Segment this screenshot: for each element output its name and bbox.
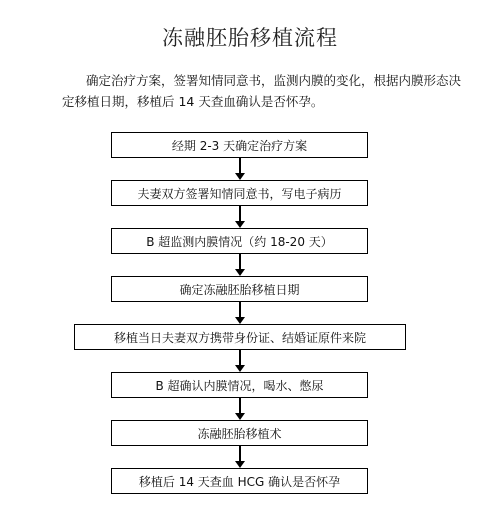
arrow-3-icon <box>239 254 241 270</box>
step-3-box: B 超监测内膜情况（约 18-20 天） <box>111 228 368 254</box>
step-1-box: 经期 2-3 天确定治疗方案 <box>111 132 368 158</box>
step-6-box: B 超确认内膜情况，喝水、憋尿 <box>111 372 368 398</box>
arrow-7-icon <box>239 446 241 462</box>
step-7-box: 冻融胚胎移植术 <box>111 420 368 446</box>
step-8-box: 移植后 14 天查血 HCG 确认是否怀孕 <box>111 468 368 494</box>
arrow-5-icon <box>239 350 241 366</box>
intro-paragraph: 确定治疗方案，签署知情同意书，监测内膜的变化，根据内膜形态决定移植日期，移植后 14 天查血确认是否怀孕。 <box>62 73 462 109</box>
step-2-box: 夫妻双方签署知情同意书，写电子病历 <box>111 180 368 206</box>
arrow-2-icon <box>239 206 241 222</box>
arrow-4-icon <box>239 302 241 318</box>
arrow-6-icon <box>239 398 241 414</box>
step-4-box: 确定冻融胚胎移植日期 <box>111 276 368 302</box>
arrow-1-icon <box>239 158 241 174</box>
step-5-box: 移植当日夫妻双方携带身份证、结婚证原件来院 <box>74 324 406 350</box>
page-title: 冻融胚胎移植流程 <box>162 26 338 50</box>
